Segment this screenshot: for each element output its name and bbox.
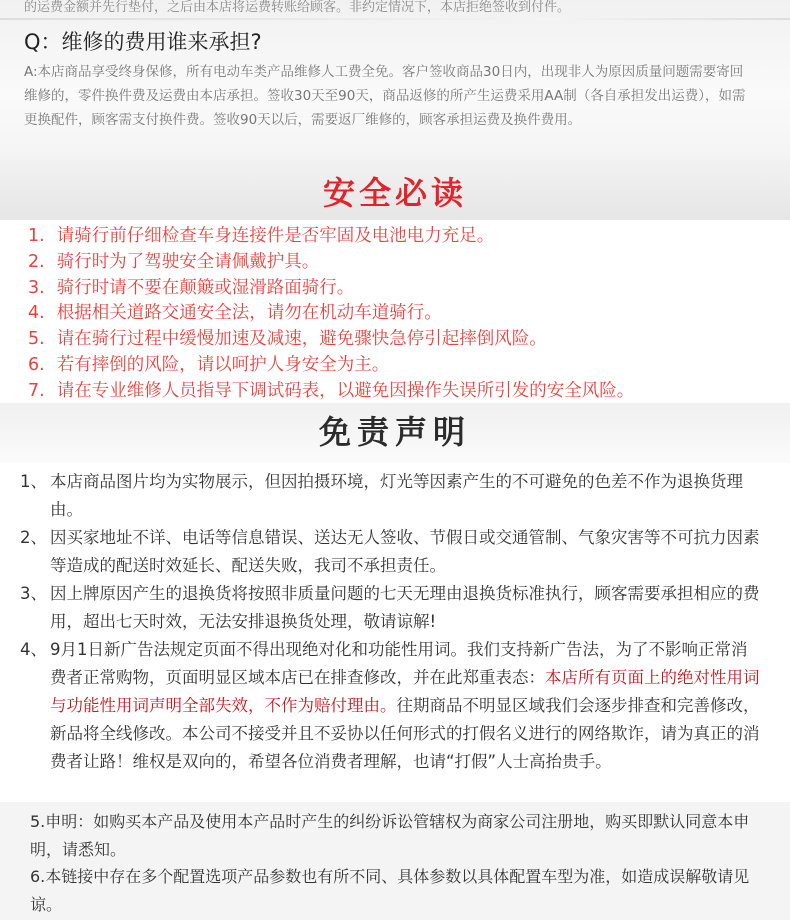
safety-list xyxy=(28,224,778,405)
safety-item-text: 骑行时为了驾驶安全请佩戴护具。 xyxy=(56,251,320,272)
safety-item-number: 6. xyxy=(28,354,45,375)
configuration-note: 6.本链接中存在多个配置选项产品参数也有所不同、具体参数以具体配置车型为准，如造成误解敬请见谅。 xyxy=(30,867,750,914)
safety-item xyxy=(28,224,778,250)
safety-item-text: 请在专业维修人员指导下调试码表，以避免因操作失误所引发的安全风险。 xyxy=(56,380,635,401)
safety-item-text: 请在骑行过程中缓慢加速及减速，避免骤快急停引起摔倒风险。 xyxy=(56,329,547,350)
disclaimer-item-text: 因上牌原因产生的退换货将按照非质量问题的七天无理由退换货标准执行，顾客需要承担相应的费用，超出七天时效，无法安排退换货处理，敬请谅解! xyxy=(50,584,760,631)
jurisdiction-note: 5.申明：如购买本产品及使用本产品时产生的纠纷诉讼管辖权为商家公司注册地，购买即默认同意本申明，请悉知。 xyxy=(30,812,750,859)
disclaimer-item xyxy=(20,524,760,580)
safety-title: 安全必读 xyxy=(322,174,467,212)
faq-answer: A:本店商品享受终身保修，所有电动车类产品维修人工费全免。客户签收商品30日内，出现非人为原因质量问题需要寄回维修的，零件换件费及运费由本店承担。签收30天至90天，商品返修的所产生运费采用AA制（各自承担发出运费），如需更换配件，顾客需支付换件费。签收90天以后，需要返厂维修的，顾客承担运费及换件费用。 xyxy=(24,64,746,128)
safety-item-text: 若有摔倒的风险，请以呵护人身安全为主。 xyxy=(56,354,390,375)
safety-item-number: 2. xyxy=(28,251,45,272)
ad-law-text-continued: 往期商品不明显区域我们会逐步排查和完善修改，新品将全线修改。本公司不接受并且不妥协以任何形式的打假名义进行的网络欺诈，请为真正的消费者让路！维权是双向的，希望各位消费者理解，也请“打假”人士高抬贵手。 xyxy=(50,696,760,771)
disclaimer-item-number: 4、 xyxy=(20,640,47,659)
faq-section xyxy=(0,0,790,158)
faq-previous-answer-tail: 的运费金额并先行垫付，之后由本店将运费转账给顾客。非约定情况下，本店拒绝签收到付件。 xyxy=(24,0,571,15)
safety-item-number: 5. xyxy=(28,329,45,350)
faq-divider xyxy=(0,18,790,20)
disclaimer-title: 免责声明 xyxy=(318,413,471,451)
ad-law-text: 9月1日新广告法规定页面不得出现绝对化和功能性用词。我们支持新广告法，为了不影响正常消费者正常购物，页面明显区域本店已在排查修改，并在此郑重表态： xyxy=(50,640,748,687)
disclaimer-item-number: 1、 xyxy=(20,472,47,491)
safety-item-text: 根据相关道路交通安全法，请勿在机动车道骑行。 xyxy=(56,303,442,324)
safety-item-text: 请骑行前仔细检查车身连接件是否牢固及电池电力充足。 xyxy=(56,226,495,246)
safety-item xyxy=(28,276,778,302)
safety-item-text: 骑行时请不要在颠簸或湿滑路面骑行。 xyxy=(56,277,355,298)
safety-item xyxy=(28,379,778,405)
ad-law-highlight: 本店所有页面上的绝对性用词与功能性用词声明全部失效，不作为赔付理由。 xyxy=(50,668,760,715)
disclaimer-item-text: 因买家地址不详、电话等信息错误、送达无人签收、节假日或交通管制、气象灾害等不可抗力因素等造成的配送时效延长、配送失败，我司不承担责任。 xyxy=(50,528,760,575)
disclaimer-item xyxy=(20,468,760,524)
safety-item-number: 1. xyxy=(28,226,45,246)
disclaimer-list xyxy=(20,468,760,776)
disclaimer-notes-inner xyxy=(30,808,760,918)
safety-item-number: 7. xyxy=(28,380,45,401)
disclaimer-item xyxy=(20,636,760,776)
disclaimer-item-text xyxy=(50,636,760,776)
disclaimer-item xyxy=(20,580,760,636)
faq-question: Q：维修的费用谁来承担? xyxy=(24,30,262,54)
safety-item xyxy=(28,327,778,353)
disclaimer-notes xyxy=(0,802,790,920)
safety-item xyxy=(28,353,778,379)
disclaimer-item-text: 本店商品图片均为实物展示，但因拍摄环境，灯光等因素产生的不可避免的色差不作为退换货理由。 xyxy=(50,472,743,519)
safety-item xyxy=(28,301,778,327)
safety-item xyxy=(28,250,778,276)
safety-item-number: 3. xyxy=(28,277,45,298)
disclaimer-item-number: 3、 xyxy=(20,584,47,603)
disclaimer-item-number: 2、 xyxy=(20,528,47,547)
safety-item-number: 4. xyxy=(28,303,45,324)
